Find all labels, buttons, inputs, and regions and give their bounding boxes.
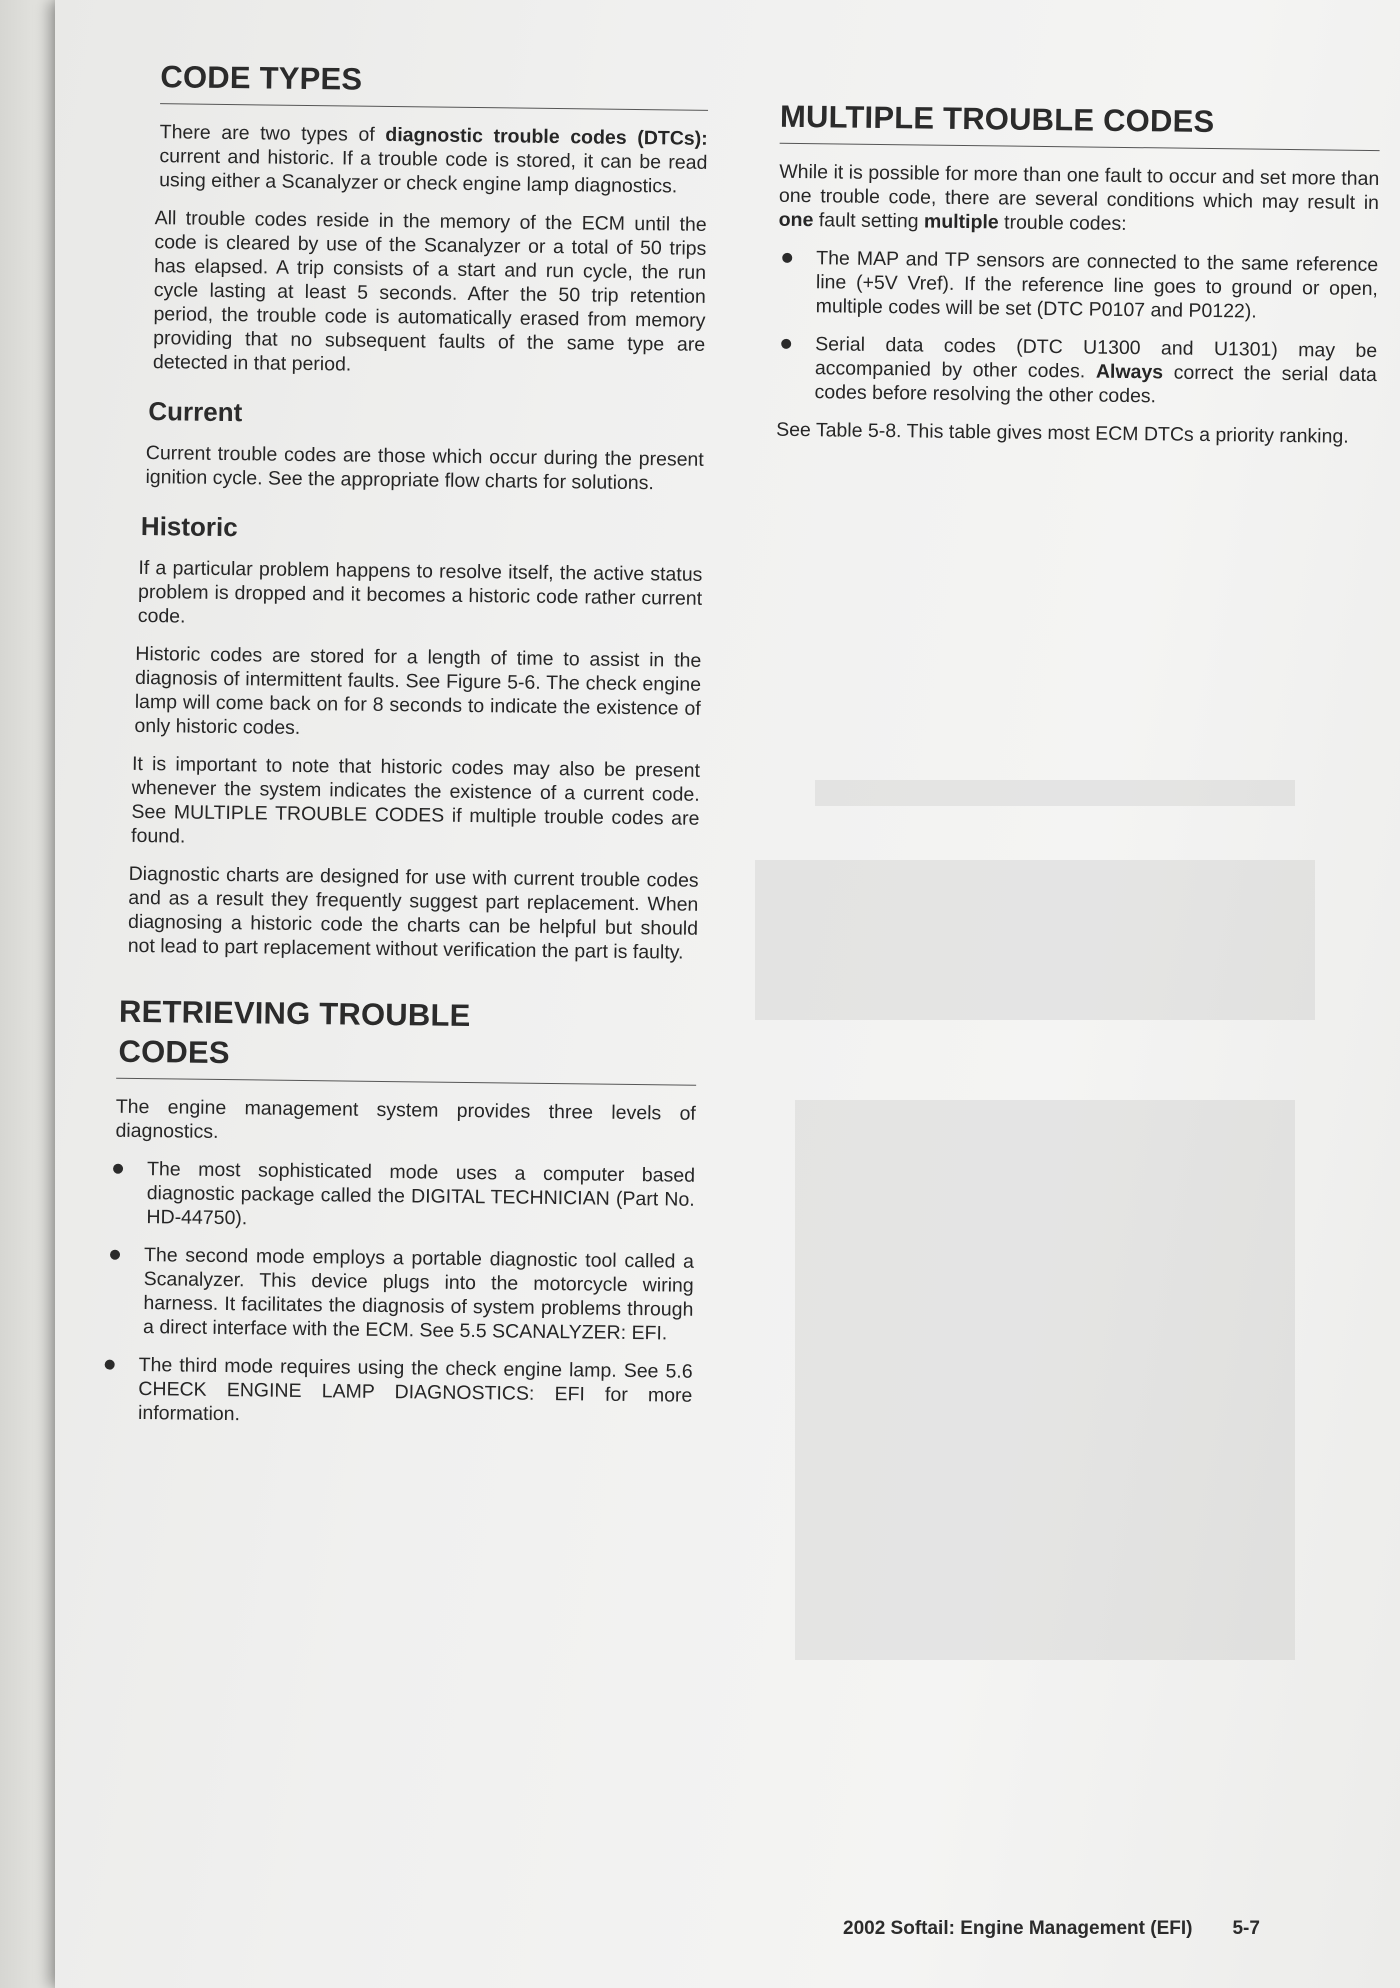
- bullet-text-a: Serial data codes (DTC U1300 and U1301) may be accompanied by other codes.: [814, 333, 1378, 383]
- page-footer: [843, 1918, 1260, 1940]
- heading-rule: [780, 143, 1380, 151]
- bullet-text: The second mode employs a portable diagnostic tool called a Scanalyzer. This device plugs into the motorcycle wiring harness. It facilitates the diagnosis of system problems through a direct interface with the ECM. See 5.5 SCANALYZER: EFI.: [143, 1244, 695, 1345]
- retrieving-heading-line2: CODES: [118, 1033, 230, 1071]
- trouble-code-memory-paragraph: All trouble codes reside in the memory of the ECM until the code is cleared by use of the Scanalyzer or a total of 50 trips has elapsed. A trip consists of a start and run cycle, the run cycle lasting at least 5 seconds. After the 50 trip retention period, the trouble code is automatically erased from memory providing that no subsequent faults of the same type are detected in that period.: [152, 207, 707, 376]
- bullet-dot: [781, 339, 791, 349]
- bullet-serial-data-codes: [776, 332, 1377, 411]
- bullet-map-tp-sensors: [778, 246, 1379, 325]
- bullet-scanalyzer: [105, 1243, 694, 1346]
- intro-bold-multiple: multiple: [923, 210, 999, 234]
- retrieving-rule: [116, 1078, 696, 1086]
- code-types-heading: CODE TYPES: [160, 59, 363, 97]
- bullet-dot: [113, 1164, 123, 1174]
- bullet-check-engine-lamp: [100, 1353, 693, 1432]
- bullet-text: The most sophisticated mode uses a computer based diagnostic package called the DIGITAL TECHNICIAN (Part No. HD-44750).: [146, 1158, 696, 1230]
- intro-text-a: While it is possible for more than one fault to occur and set more than one trouble code, there are several conditions which may result in: [778, 160, 1380, 215]
- right-column: [776, 97, 1380, 463]
- bullet-bold-always: Always: [1095, 360, 1164, 384]
- bullet-text: The third mode requires using the check engine lamp. See 5.6 CHECK ENGINE LAMP DIAGNOSTICS: EFI for more information.: [137, 1354, 693, 1426]
- retrieving-heading-line1: RETRIEVING TROUBLE: [118, 993, 471, 1034]
- bullet-text-c: correct the serial data codes before resolving the other codes.: [814, 361, 1377, 408]
- left-column: [84, 28, 709, 1445]
- retrieving-intro: The engine management system provides three levels of diagnostics.: [115, 1095, 696, 1143]
- intro-text-e: trouble codes:: [998, 211, 1127, 235]
- intro-text-c: fault setting: [813, 209, 925, 233]
- multiple-intro: [779, 160, 1380, 239]
- intro-text-a: There are two types of: [159, 121, 386, 146]
- historic-subheading: Historic: [140, 510, 238, 543]
- manual-page: [55, 0, 1400, 1988]
- retrieving-heading-block: [118, 992, 697, 1079]
- current-subheading: Current: [148, 396, 243, 428]
- heading-rule: [160, 103, 708, 111]
- intro-bold-one: one: [778, 208, 814, 232]
- page-content: [41, 28, 1384, 1974]
- code-types-intro: [159, 120, 708, 199]
- historic-paragraph-2: Historic codes are stored for a length of time to assist in the diagnosis of intermittent faults. See Figure 5-6. The check engine lamp will come back on for 8 seconds to indicate the existence of only historic codes.: [134, 642, 702, 739]
- intro-text-bold: diagnostic trouble codes (DTCs):: [385, 123, 708, 150]
- intro-text-c: current and historic. If a trouble code is stored, it can be read using either a Scanalyzer or check engine lamp diagnostics.: [159, 145, 708, 198]
- bullet-dot: [782, 253, 792, 263]
- current-paragraph: Current trouble codes are those which occur during the present ignition cycle. See the appropriate flow charts for solutions.: [145, 442, 704, 495]
- footer-title: 2002 Softail: Engine Management (EFI): [843, 1918, 1193, 1939]
- bullet-dot: [105, 1360, 115, 1370]
- table-reference-paragraph: See Table 5-8. This table gives most ECM DTCs a priority ranking.: [776, 418, 1349, 448]
- bullet-text: The MAP and TP sensors are connected to the same reference line (+5V Vref). If the reference line goes to ground or open, multiple codes will be set (DTC P0107 and P0122).: [815, 247, 1379, 323]
- bullet-digital-technician: [108, 1157, 695, 1236]
- historic-paragraph-3: It is important to note that historic codes may also be present whenever the system indicates the existence of a current code. See MULTIPLE TROUBLE CODES if multiple trouble codes are found.: [131, 752, 701, 848]
- multiple-trouble-codes-heading: MULTIPLE TROUBLE CODES: [779, 98, 1215, 140]
- page-number: 5-7: [1232, 1918, 1260, 1939]
- bullet-dot: [110, 1250, 120, 1260]
- historic-paragraph-4: Diagnostic charts are designed for use with current trouble codes and as a result they frequently suggest part replacement. When diagnosing a historic code the charts can be helpful but should not lead to part replacement without verification the part is faulty.: [127, 862, 699, 964]
- historic-paragraph-1: If a particular problem happens to resolve itself, the active status problem is dropped and it becomes a historic code rather current code.: [137, 556, 703, 628]
